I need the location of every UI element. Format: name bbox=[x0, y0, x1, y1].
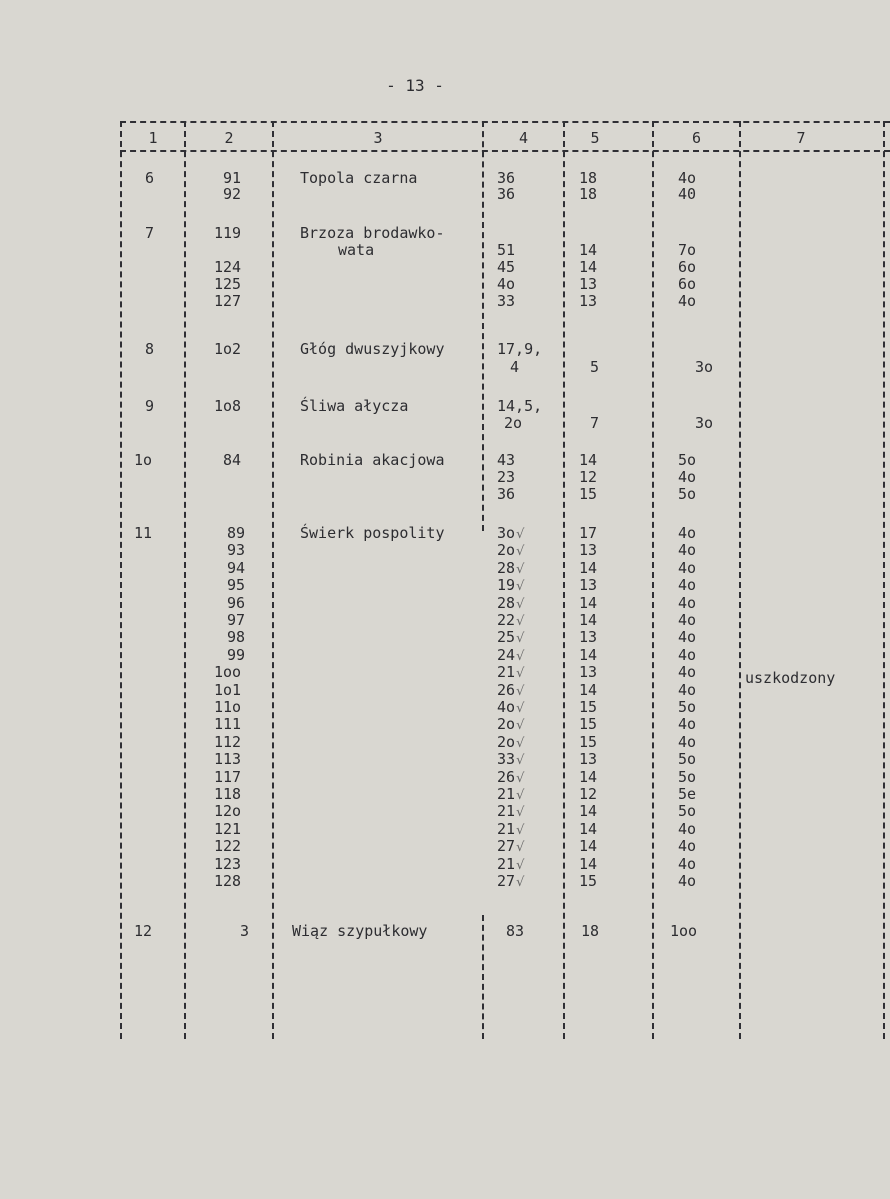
spruce-row-16-c6: 5o bbox=[678, 802, 697, 820]
spruce-row-12-c6: 4o bbox=[678, 733, 697, 751]
check-mark-icon: √ bbox=[516, 631, 525, 646]
row-10-lp: 1o bbox=[134, 451, 153, 469]
column-rule-1-2 bbox=[184, 121, 186, 1039]
check-mark-icon: √ bbox=[516, 649, 525, 664]
spruce-row-6-c6: 4o bbox=[678, 628, 697, 646]
spruce-row-2-no: 94 bbox=[227, 559, 246, 577]
row-10b-c4: 23 bbox=[497, 468, 516, 486]
spruce-row-10-no: 11o bbox=[214, 698, 242, 716]
spruce-row-17-c4: 21√ bbox=[497, 820, 525, 838]
row-6-c5: 18 bbox=[579, 169, 598, 187]
row-10b-c5: 12 bbox=[579, 468, 598, 486]
spruce-row-10-c4: 4o√ bbox=[497, 698, 525, 716]
column-rule-3-4-bottom bbox=[482, 915, 484, 1039]
check-mark-icon: √ bbox=[516, 614, 525, 629]
row-10c-c4: 36 bbox=[497, 485, 516, 503]
row-7b-c5: 14 bbox=[579, 258, 598, 276]
spruce-row-8-c6: 4o bbox=[678, 663, 697, 681]
spruce-row-16-c5: 14 bbox=[579, 802, 598, 820]
row-8-no: 1o2 bbox=[214, 340, 242, 358]
row-10b-c6: 4o bbox=[678, 468, 697, 486]
spruce-row-19-no: 123 bbox=[214, 855, 242, 873]
spruce-row-15-c4: 21√ bbox=[497, 785, 525, 803]
spruce-row-0-c5: 17 bbox=[579, 524, 598, 542]
check-mark-icon: √ bbox=[516, 527, 525, 542]
spruce-row-3-c6: 4o bbox=[678, 576, 697, 594]
spruce-row-5-c5: 14 bbox=[579, 611, 598, 629]
spruce-row-4-no: 96 bbox=[227, 594, 246, 612]
row-12-lp: 12 bbox=[134, 922, 153, 940]
row-10-species: Robinia akacjowa bbox=[300, 451, 445, 469]
row-10c-c6: 5o bbox=[678, 485, 697, 503]
row-10a-c5: 14 bbox=[579, 451, 598, 469]
spruce-row-15-c5: 12 bbox=[579, 785, 598, 803]
spruce-row-14-no: 117 bbox=[214, 768, 242, 786]
row-6-species: Topola czarna bbox=[300, 169, 418, 187]
header-col-4: 4 bbox=[518, 129, 529, 147]
spruce-row-7-c6: 4o bbox=[678, 646, 697, 664]
spruce-row-20-c6: 4o bbox=[678, 872, 697, 890]
spruce-row-17-c5: 14 bbox=[579, 820, 598, 838]
row-10a-c4: 43 bbox=[497, 451, 516, 469]
spruce-row-13-no: 113 bbox=[214, 750, 242, 768]
row-7d-c5: 13 bbox=[579, 292, 598, 310]
spruce-row-20-c5: 15 bbox=[579, 872, 598, 890]
row-6b-c4: 36 bbox=[497, 185, 516, 203]
spruce-row-5-no: 97 bbox=[227, 611, 246, 629]
check-mark-icon: √ bbox=[516, 753, 525, 768]
header-col-5: 5 bbox=[590, 129, 600, 147]
column-rule-6-7 bbox=[739, 121, 741, 1039]
row-9-c6: 3o bbox=[695, 414, 714, 432]
row-6b-no: 92 bbox=[223, 185, 242, 203]
spruce-row-13-c6: 5o bbox=[678, 750, 697, 768]
row-8-c6: 3o bbox=[695, 358, 714, 376]
spruce-row-9-c6: 4o bbox=[678, 681, 697, 699]
spruce-row-3-c5: 13 bbox=[579, 576, 598, 594]
spruce-row-12-no: 112 bbox=[214, 733, 242, 751]
spruce-row-19-c6: 4o bbox=[678, 855, 697, 873]
spruce-row-1-no: 93 bbox=[227, 541, 246, 559]
column-rule-4-5 bbox=[563, 121, 565, 1039]
row-8-c5: 5 bbox=[590, 358, 600, 376]
row-10-no: 84 bbox=[223, 451, 242, 469]
spruce-row-8-no: 1oo bbox=[214, 663, 242, 681]
check-mark-icon: √ bbox=[516, 597, 525, 612]
check-mark-icon: √ bbox=[516, 736, 525, 751]
row-6-c6: 4o bbox=[678, 169, 697, 187]
check-mark-icon: √ bbox=[516, 823, 525, 838]
spruce-row-19-c4: 21√ bbox=[497, 855, 525, 873]
spruce-row-11-c5: 15 bbox=[579, 715, 598, 733]
spruce-row-6-c5: 13 bbox=[579, 628, 598, 646]
row-9-lp: 9 bbox=[145, 397, 155, 415]
spruce-row-11-c6: 4o bbox=[678, 715, 697, 733]
spruce-row-9-c4: 26√ bbox=[497, 681, 525, 699]
check-mark-icon: √ bbox=[516, 718, 525, 733]
spruce-row-7-c5: 14 bbox=[579, 646, 598, 664]
row-9-species: Śliwa ałycza bbox=[300, 397, 409, 415]
spruce-row-3-c4: 19√ bbox=[497, 576, 525, 594]
check-mark-icon: √ bbox=[516, 562, 525, 577]
spruce-row-17-no: 121 bbox=[214, 820, 242, 838]
row-7d-c4: 33 bbox=[497, 292, 516, 310]
row-12-c4: 83 bbox=[506, 922, 525, 940]
spruce-row-2-c4: 28√ bbox=[497, 559, 525, 577]
row-7b-no: 124 bbox=[214, 258, 242, 276]
check-mark-icon: √ bbox=[516, 805, 525, 820]
row-7b-c4: 45 bbox=[497, 258, 516, 276]
row-7-species: Brzoza brodawko- bbox=[300, 224, 445, 242]
spruce-row-11-no: 111 bbox=[214, 715, 242, 733]
check-mark-icon: √ bbox=[516, 771, 525, 786]
spruce-row-5-c4: 22√ bbox=[497, 611, 525, 629]
spruce-row-14-c4: 26√ bbox=[497, 768, 525, 786]
spruce-row-0-c4: 3o√ bbox=[497, 524, 525, 542]
spruce-row-3-no: 95 bbox=[227, 576, 246, 594]
spruce-row-1-c6: 4o bbox=[678, 541, 697, 559]
row-8-lp: 8 bbox=[145, 340, 155, 358]
spruce-row-14-c5: 14 bbox=[579, 768, 598, 786]
table-top-rule bbox=[120, 121, 890, 123]
spruce-row-18-c4: 27√ bbox=[497, 837, 525, 855]
spruce-row-6-c4: 25√ bbox=[497, 628, 525, 646]
row-8-species: Głóg dwuszyjkowy bbox=[300, 340, 445, 358]
spruce-row-8-c5: 13 bbox=[579, 663, 598, 681]
row-12-no: 3 bbox=[240, 922, 250, 940]
row-7c-c6: 6o bbox=[678, 275, 697, 293]
row-10c-c5: 15 bbox=[579, 485, 598, 503]
check-mark-icon: √ bbox=[516, 666, 525, 681]
spruce-row-1-c5: 13 bbox=[579, 541, 598, 559]
spruce-row-20-c4: 27√ bbox=[497, 872, 525, 890]
spruce-row-9-c5: 14 bbox=[579, 681, 598, 699]
spruce-row-0-no: 89 bbox=[227, 524, 246, 542]
spruce-row-16-no: 12o bbox=[214, 802, 242, 820]
spruce-row-1-c4: 2o√ bbox=[497, 541, 525, 559]
spruce-row-11-c4: 2o√ bbox=[497, 715, 525, 733]
row-7-c6: 7o bbox=[678, 241, 697, 259]
spruce-row-20-no: 128 bbox=[214, 872, 242, 890]
row-7d-c6: 4o bbox=[678, 292, 697, 310]
header-bottom-rule bbox=[120, 150, 890, 152]
spruce-row-14-c6: 5o bbox=[678, 768, 697, 786]
row-12-c5: 18 bbox=[581, 922, 600, 940]
check-mark-icon: √ bbox=[516, 788, 525, 803]
row-7-lp: 7 bbox=[145, 224, 155, 242]
row-8-c4-cont: 4 bbox=[510, 358, 520, 376]
check-mark-icon: √ bbox=[516, 840, 525, 855]
row-6-lp: 6 bbox=[145, 169, 155, 187]
row-6b-c5: 18 bbox=[579, 185, 598, 203]
page-number: - 13 - bbox=[386, 76, 444, 95]
column-rule-3-4-top bbox=[482, 121, 484, 531]
row-7c-c5: 13 bbox=[579, 275, 598, 293]
check-mark-icon: √ bbox=[516, 875, 525, 890]
check-mark-icon: √ bbox=[516, 544, 525, 559]
row-11-lp: 11 bbox=[134, 524, 153, 542]
check-mark-icon: √ bbox=[516, 701, 525, 716]
row-7-species-cont: wata bbox=[338, 241, 375, 259]
spruce-row-13-c5: 13 bbox=[579, 750, 598, 768]
row-6b-c6: 40 bbox=[678, 185, 697, 203]
header-col-1: 1 bbox=[148, 129, 158, 147]
row-8-c4: 17,9, bbox=[497, 340, 543, 358]
row-9-c4-cont: 2o bbox=[504, 414, 523, 432]
spruce-row-13-c4: 33√ bbox=[497, 750, 525, 768]
check-mark-icon: √ bbox=[516, 858, 525, 873]
spruce-row-5-c6: 4o bbox=[678, 611, 697, 629]
spruce-row-2-c5: 14 bbox=[579, 559, 598, 577]
row-7-c5: 14 bbox=[579, 241, 598, 259]
row-7d-no: 127 bbox=[214, 292, 242, 310]
spruce-row-10-c5: 15 bbox=[579, 698, 598, 716]
spruce-row-18-c5: 14 bbox=[579, 837, 598, 855]
row-7b-c6: 6o bbox=[678, 258, 697, 276]
spruce-row-7-c4: 24√ bbox=[497, 646, 525, 664]
check-mark-icon: √ bbox=[516, 684, 525, 699]
spruce-row-6-no: 98 bbox=[227, 628, 246, 646]
column-rule-right bbox=[883, 121, 885, 1039]
spruce-row-8-c4: 21√ bbox=[497, 663, 525, 681]
row-7c-c4: 4o bbox=[497, 275, 516, 293]
row-12-c6: 1oo bbox=[670, 922, 698, 940]
check-mark-icon: √ bbox=[516, 579, 525, 594]
spruce-row-4-c5: 14 bbox=[579, 594, 598, 612]
row-9-no: 1o8 bbox=[214, 397, 242, 415]
spruce-row-4-c4: 28√ bbox=[497, 594, 525, 612]
spruce-row-18-no: 122 bbox=[214, 837, 242, 855]
spruce-row-2-c6: 4o bbox=[678, 559, 697, 577]
row-6-no: 91 bbox=[223, 169, 242, 187]
spruce-row-9-no: 1o1 bbox=[214, 681, 242, 699]
row-7c-no: 125 bbox=[214, 275, 242, 293]
row-11-species: Świerk pospolity bbox=[300, 524, 445, 542]
row-9-c5: 7 bbox=[590, 414, 600, 432]
spruce-row-0-c6: 4o bbox=[678, 524, 697, 542]
spruce-row-19-c5: 14 bbox=[579, 855, 598, 873]
spruce-row-15-no: 118 bbox=[214, 785, 242, 803]
spruce-row-10-c6: 5o bbox=[678, 698, 697, 716]
header-col-3: 3 bbox=[373, 129, 383, 147]
header-col-2: 2 bbox=[224, 129, 234, 147]
spruce-row-18-c6: 4o bbox=[678, 837, 697, 855]
header-col-7: 7 bbox=[796, 129, 806, 147]
header-col-6: 6 bbox=[691, 129, 702, 147]
spruce-row-15-c6: 5e bbox=[678, 785, 697, 803]
spruce-row-12-c4: 2o√ bbox=[497, 733, 525, 751]
spruce-row-4-c6: 4o bbox=[678, 594, 697, 612]
row-10a-c6: 5o bbox=[678, 451, 697, 469]
spruce-row-16-c4: 21√ bbox=[497, 802, 525, 820]
row-6-c4: 36 bbox=[497, 169, 516, 187]
row-12-species: Wiąz szypułkowy bbox=[292, 922, 428, 940]
row-9-c4: 14,5, bbox=[497, 397, 543, 415]
spruce-row-12-c5: 15 bbox=[579, 733, 598, 751]
column-rule-2-3 bbox=[272, 121, 274, 1039]
row-7-c4: 51 bbox=[497, 241, 516, 259]
column-rule-left bbox=[120, 121, 122, 1039]
remark-uszkodzony: uszkodzony bbox=[745, 669, 836, 687]
spruce-row-17-c6: 4o bbox=[678, 820, 697, 838]
column-rule-5-6 bbox=[652, 121, 654, 1039]
row-7-no: 119 bbox=[214, 224, 242, 242]
spruce-row-7-no: 99 bbox=[227, 646, 246, 664]
